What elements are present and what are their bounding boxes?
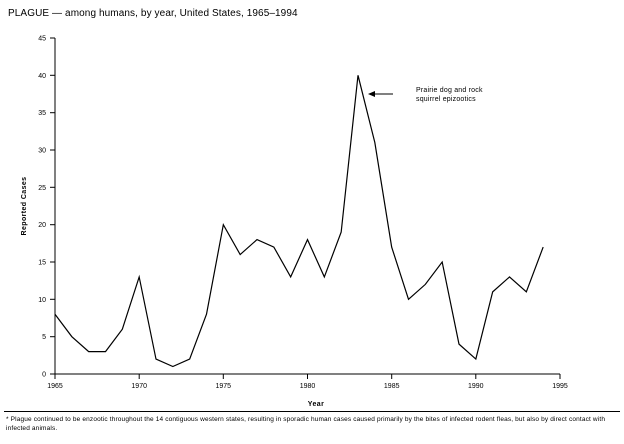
y-tick-label: 0 <box>42 371 46 379</box>
annotation-arrow-head <box>368 91 375 97</box>
y-tick-label: 30 <box>38 147 46 155</box>
page-title: PLAGUE — among humans, by year, United States, 1965–1994 <box>8 8 298 19</box>
x-tick-label: 1995 <box>552 383 568 390</box>
y-tick-label: 15 <box>38 259 46 267</box>
y-tick-label: 5 <box>42 334 46 342</box>
y-tick-label: 40 <box>38 72 46 80</box>
y-tick-label: 20 <box>38 222 46 230</box>
y-axis-tick-labels <box>38 36 46 379</box>
x-tick-label: 1980 <box>299 383 316 390</box>
x-axis-ticks <box>55 374 560 379</box>
y-axis-ticks <box>50 38 55 374</box>
x-axis-title: Year <box>307 401 325 408</box>
x-axis-tick-labels <box>47 383 568 390</box>
footnote-text: * Plague continued to be enzootic throughout the 14 contiguous western states, resulting in sporadic human cases caused primarily by the bites of infected rodent fleas, but also by direct contact with infected animals. <box>6 416 606 432</box>
y-tick-label: 45 <box>38 35 46 43</box>
data-series-line <box>55 75 543 366</box>
y-axis-title: Reported Cases <box>21 176 28 236</box>
x-tick-label: 1965 <box>47 383 63 390</box>
y-tick-label: 25 <box>38 184 46 192</box>
annotation-line-1: Prairie dog and rock <box>416 87 483 94</box>
y-tick-label: 35 <box>38 110 46 118</box>
x-tick-label: 1985 <box>383 383 400 390</box>
annotation-prairie-dog <box>368 87 483 103</box>
y-tick-label: 10 <box>38 296 46 304</box>
x-tick-label: 1970 <box>131 383 147 390</box>
chart-svg <box>0 26 624 416</box>
annotation-line-2: squirrel epizootics <box>416 96 476 103</box>
x-tick-label: 1975 <box>215 383 232 390</box>
x-tick-label: 1990 <box>468 383 484 390</box>
footnote-divider <box>4 411 620 412</box>
plague-line-chart <box>0 26 624 416</box>
